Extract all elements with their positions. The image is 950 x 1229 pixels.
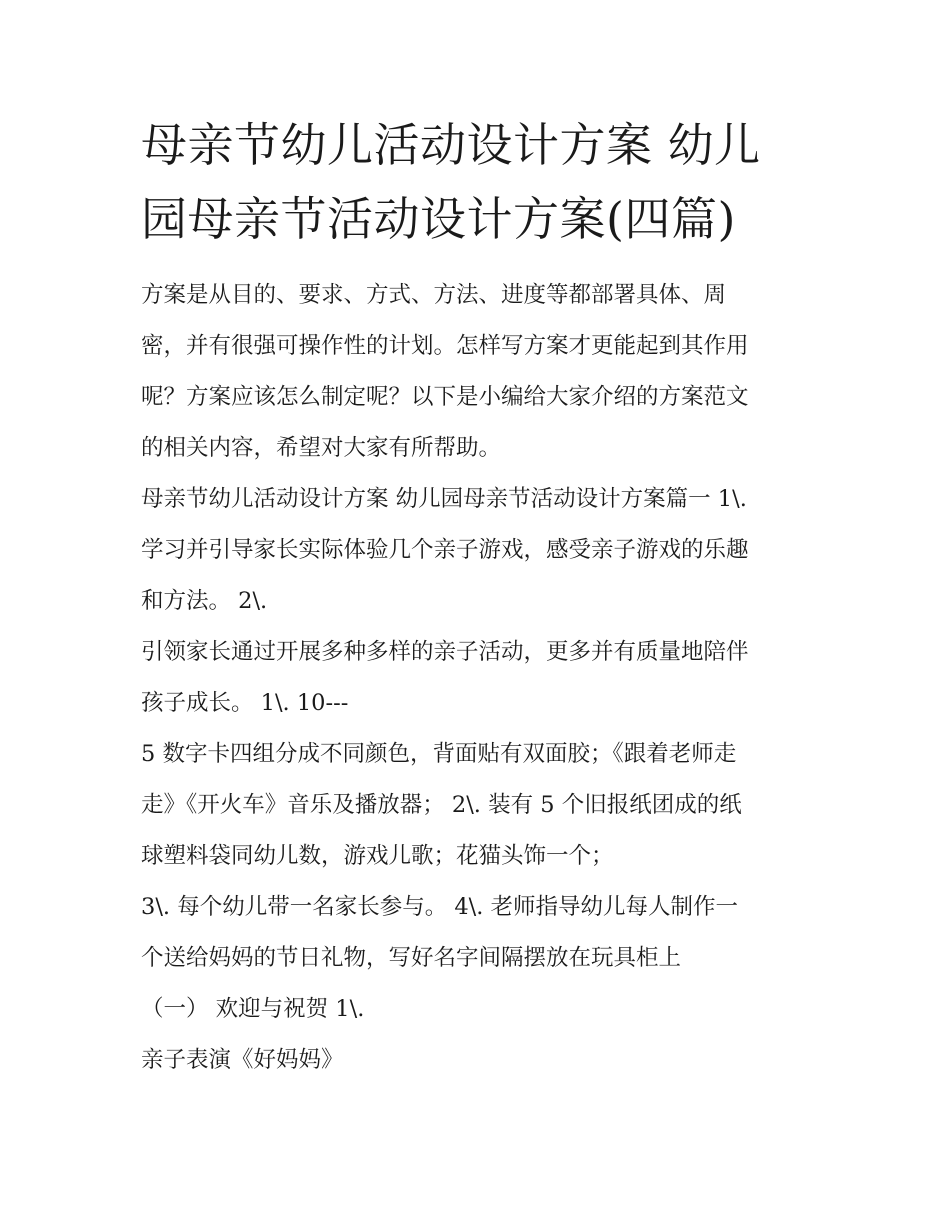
body-line: 呢？方案应该怎么制定呢？以下是小编给大家介绍的方案范文 (141, 384, 749, 410)
body-line: 亲子表演《好妈妈》 (141, 1047, 344, 1073)
body-line: 个送给妈妈的节日礼物，写好名字间隔摆放在玩具柜上 (141, 945, 682, 971)
body-line: 引领家长通过开展多种多样的亲子活动，更多并有质量地陪伴 (141, 639, 749, 665)
body-line: （一） 欢迎与祝贺 1\. (141, 996, 365, 1022)
body-line: 学习并引导家长实际体验几个亲子游戏，感受亲子游戏的乐趣 (141, 537, 749, 563)
body-line: 孩子成长。 1\. 10--- (141, 690, 349, 716)
title-line: 母亲节幼儿活动设计方案 幼儿 (141, 118, 761, 172)
document-title (141, 108, 813, 256)
document-page (141, 108, 813, 1086)
title-line: 园母亲节活动设计方案(四篇) (141, 192, 736, 246)
body-line: 5 数字卡四组分成不同颜色，背面贴有双面胶；《跟着老师走 (141, 741, 737, 767)
body-line: 走》《开火车》音乐及播放器； 2\. 装有 5 个旧报纸团成的纸 (141, 792, 742, 818)
body-line: 母亲节幼儿活动设计方案 幼儿园母亲节活动设计方案篇一 1\. (141, 486, 747, 512)
body-line: 方案是从目的、要求、方式、方法、进度等都部署具体、周 (141, 282, 727, 308)
body-line: 密，并有很强可操作性的计划。怎样写方案才更能起到其作用 (141, 333, 749, 359)
body-line: 的相关内容，希望对大家有所帮助。 (141, 435, 502, 461)
body-line: 3\. 每个幼儿带一名家长参与。 4\. 老师指导幼儿每人制作一 (141, 894, 739, 920)
document-body (141, 270, 813, 1086)
body-line: 和方法。 2\. (141, 588, 268, 614)
body-line: 球塑料袋同幼儿数，游戏儿歌；花猫头饰一个； (141, 843, 614, 869)
